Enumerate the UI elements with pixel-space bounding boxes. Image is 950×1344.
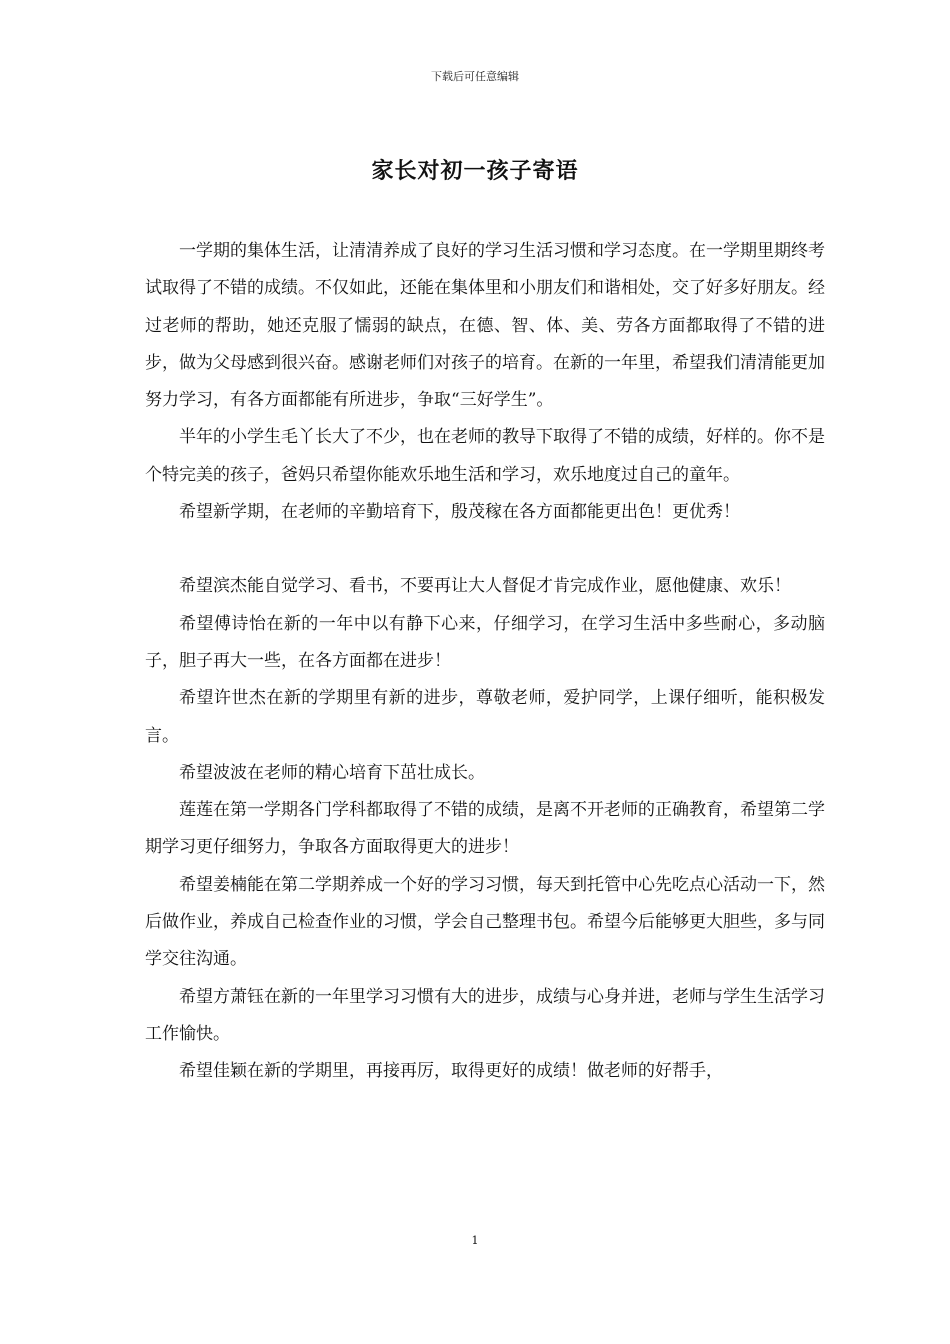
paragraph: 希望傅诗怡在新的一年中以有静下心来，仔细学习，在学习生活中多些耐心，多动脑子，胆子再大一些，在各方面都在进步！ <box>145 613 825 671</box>
paragraph: 一学期的集体生活，让清清养成了良好的学习生活习惯和学习态度。在一学期里期终考试取得了不错的成绩。不仅如此，还能在集体里和小朋友们和谐相处，交了好多好朋友。经过老师的帮助，她还克服了懦弱的缺点，在德、智、体、美、劳各方面都取得了不错的进步，做为父母感到很兴奋。感谢老师们对孩子的培育。在新的一年里，希望我们清清能更加努力学习，有各方面都能有所进步，争取“三好学生”。 <box>145 241 825 411</box>
paragraph: 希望方萧钰在新的一年里学习习惯有大的进步，成绩与心身并进，老师与学生生活学习工作愉快。 <box>145 986 825 1044</box>
document-title: 家长对初一孩子寄语 <box>371 158 579 184</box>
page-number: 1 <box>471 1234 479 1247</box>
paragraph: 希望姜楠能在第二学期养成一个好的学习习惯，每天到托管中心先吃点心活动一下，然后做作业，养成自己检查作业的习惯，学会自己整理书包。希望今后能够更大胆些，多与同学交往沟通。 <box>145 874 825 970</box>
paragraph: 希望滨杰能自觉学习、看书，不要再让大人督促才肯完成作业，愿他健康、欢乐！ <box>179 576 791 597</box>
header-note: 下载后可任意编辑 <box>431 70 519 83</box>
paragraph: 希望佳颖在新的学期里，再接再厉，取得更好的成绩！做老师的好帮手， <box>179 1061 723 1082</box>
paragraph: 莲莲在第一学期各门学科都取得了不错的成绩，是离不开老师的正确教育，希望第二学期学习更仔细努力，争取各方面取得更大的进步！ <box>145 800 825 858</box>
document-body <box>145 233 825 1091</box>
paragraph: 希望新学期，在老师的辛勤培育下，殷茂稼在各方面都能更出色！更优秀！ <box>179 502 740 523</box>
paragraph: 希望许世杰在新的学期里有新的进步，尊敬老师，爱护同学，上课仔细听，能积极发言。 <box>145 688 825 746</box>
paragraph: 希望波波在老师的精心培育下茁壮成长。 <box>179 762 485 783</box>
paragraph: 半年的小学生毛丫长大了不少，也在老师的教导下取得了不错的成绩，好样的。你不是个特完美的孩子，爸妈只希望你能欢乐地生活和学习，欢乐地度过自己的童年。 <box>145 427 825 485</box>
